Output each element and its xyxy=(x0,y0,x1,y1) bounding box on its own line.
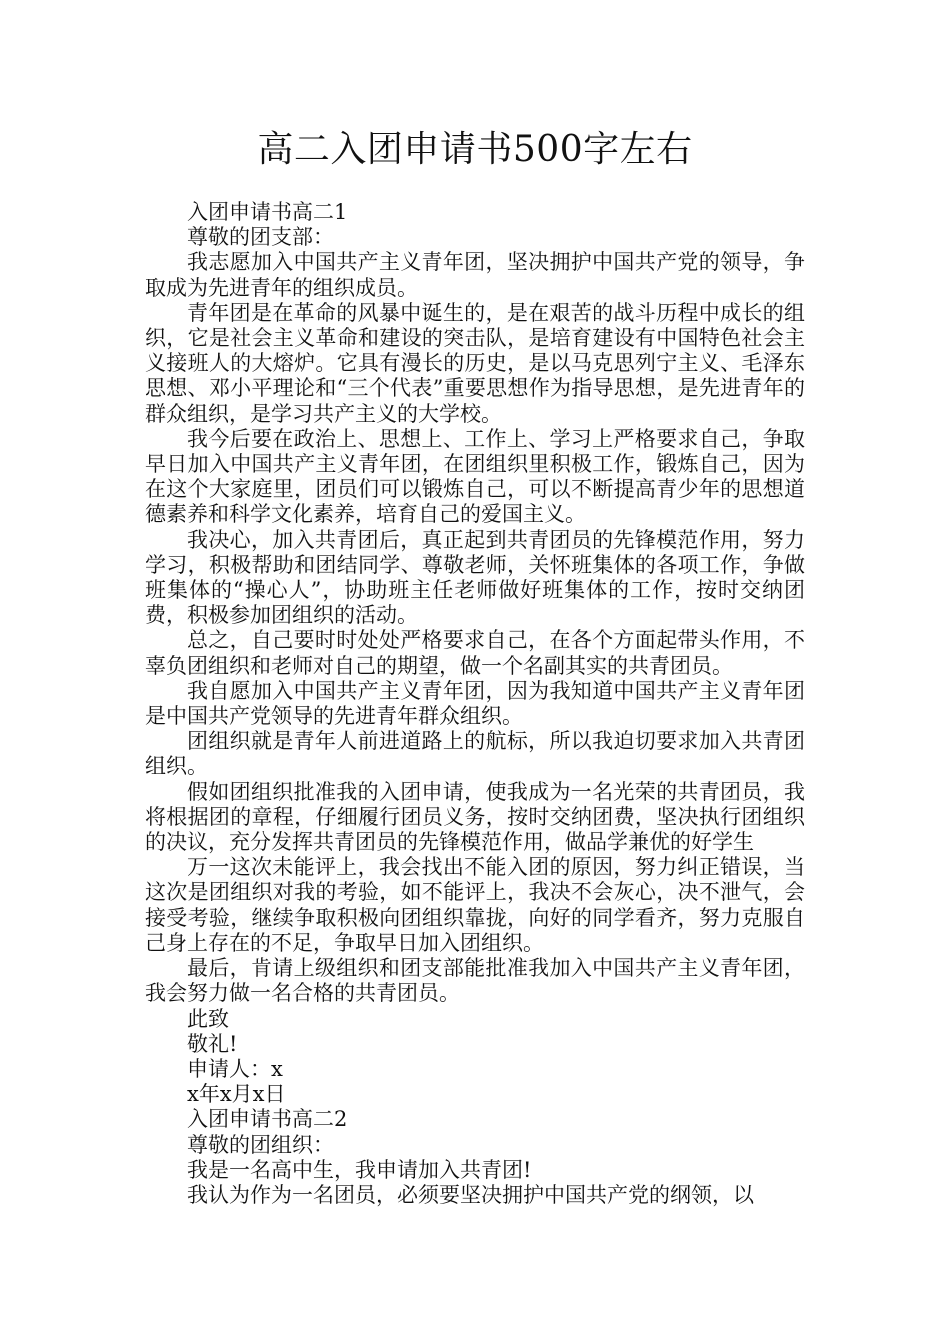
body-paragraph: 敬礼! xyxy=(187,1031,238,1056)
body-paragraph: 我认为作为一名团员，必须要坚决拥护中国共产党的纲领，以 xyxy=(187,1182,754,1207)
body-paragraph: 入团申请书高二1 xyxy=(187,200,348,224)
body-paragraph: 我是一名高中生，我申请加入共青团! xyxy=(187,1157,532,1182)
body-paragraph: 入团申请书高二2 xyxy=(187,1107,348,1132)
document-body xyxy=(145,200,805,1208)
body-paragraph: 团组织就是青年人前进道路上的航标，所以我迫切要求加入共青团组织。 xyxy=(145,729,805,779)
body-paragraph: 总之，自己要时时处处严格要求自己，在各个方面起带头作用，不辜负团组织和老师对自己的期望，做一个名副其实的共青团员。 xyxy=(145,628,805,678)
body-paragraph: 我决心，加入共青团后，真正起到共青团员的先锋模范作用，努力学习，积极帮助和团结同学、尊敬老师，关怀班集体的各项工作，争做班集体的“操心人”，协助班主任老师做好班集体的工作，按时交纳团费，积极参加团组织的活动。 xyxy=(145,527,805,628)
body-paragraph: 最后，肯请上级组织和团支部能批准我加入中国共产主义青年团，我会努力做一名合格的共青团员。 xyxy=(145,956,805,1006)
body-paragraph: 申请人：x xyxy=(187,1056,283,1081)
body-paragraph: 我自愿加入中国共产主义青年团，因为我知道中国共产主义青年团是中国共产党领导的先进青年群众组织。 xyxy=(145,678,805,729)
body-paragraph: 假如团组织批准我的入团申请，使我成为一名光荣的共青团员，我将根据团的章程，仔细履行团员义务，按时交纳团费，坚决执行团组织的决议，充分发挥共青团员的先锋模范作用，做品学兼优的好学生 xyxy=(145,779,805,855)
body-paragraph: 此致 xyxy=(187,1006,229,1031)
body-paragraph: 我志愿加入中国共产主义青年团，坚决拥护中国共产党的领导，争取成为先进青年的组织成员。 xyxy=(145,250,805,300)
document-page xyxy=(145,0,805,1208)
body-paragraph: 我今后要在政治上、思想上、工作上、学习上严格要求自己，争取早日加入中国共产主义青年团，在团组织里积极工作，锻炼自己，因为在这个大家庭里，团员们可以锻炼自己，可以不断提高青少年的思想道德素养和科学文化素养，培育自己的爱国主义。 xyxy=(145,426,805,527)
body-paragraph: x年x月x日 xyxy=(187,1082,286,1107)
body-paragraph: 尊敬的团组织： xyxy=(187,1132,334,1157)
body-paragraph: 尊敬的团支部： xyxy=(187,225,334,250)
document-title: 高二入团申请书500字左右 xyxy=(257,129,693,170)
body-paragraph: 青年团是在革命的风暴中诞生的，是在艰苦的战斗历程中成长的组织，它是社会主义革命和建设的突击队，是培育建设有中国特色社会主义接班人的大熔炉。它具有漫长的历史，是以马克思列宁主义、毛泽东思想、邓小平理论和“三个代表”重要思想作为指导思想，是先进青年的群众组织，是学习共产主义的大学校。 xyxy=(145,300,805,426)
body-paragraph: 万一这次未能评上，我会找出不能入团的原因，努力纠正错误，当这次是团组织对我的考验，如不能评上，我决不会灰心，决不泄气，会接受考验，继续争取积极向团组织靠拢，向好的同学看齐，努力克服自己身上存在的不足，争取早日加入团组织。 xyxy=(145,855,805,955)
